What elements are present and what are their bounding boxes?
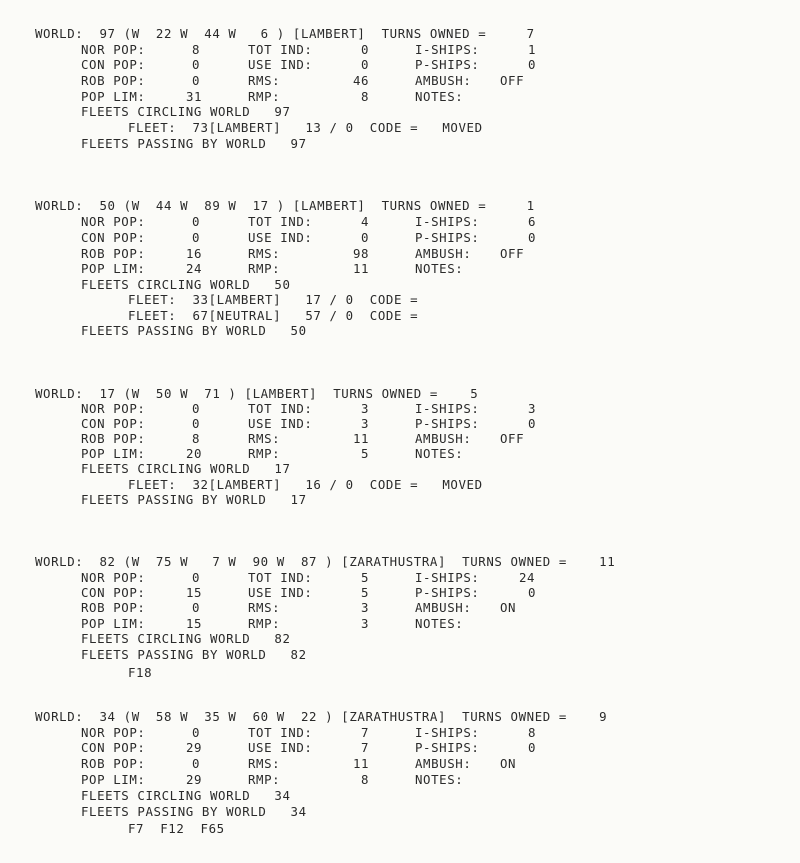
- world-header: WORLD: 97 (W 22 W 44 W 6 ) [LAMBERT] TURNS OWNED = 7: [35, 26, 535, 41]
- fleets-circling-heading: FLEETS CIRCLING WORLD 50: [81, 277, 291, 292]
- fleet-line: FLEET: 33[LAMBERT] 17 / 0 CODE =: [128, 292, 419, 307]
- fleets-circling-heading: FLEETS CIRCLING WORLD 97: [81, 104, 291, 119]
- fleets-passing-heading: FLEETS PASSING BY WORLD 82: [81, 647, 307, 662]
- passing-fleet-list: F18: [128, 665, 153, 680]
- fleets-passing-heading: FLEETS PASSING BY WORLD 34: [81, 804, 307, 819]
- fleets-circling-heading: FLEETS CIRCLING WORLD 17: [81, 461, 291, 476]
- fleets-passing-heading: FLEETS PASSING BY WORLD 17: [81, 492, 307, 507]
- world-header: WORLD: 50 (W 44 W 89 W 17 ) [LAMBERT] TURNS OWNED = 1: [35, 198, 535, 213]
- fleets-circling-heading: FLEETS CIRCLING WORLD 82: [81, 631, 291, 646]
- fleets-passing-heading: FLEETS PASSING BY WORLD 50: [81, 323, 307, 338]
- passing-fleet-list: F7 F12 F65: [128, 821, 225, 836]
- world-header: WORLD: 17 (W 50 W 71 ) [LAMBERT] TURNS OWNED = 5: [35, 386, 479, 401]
- fleets-passing-heading: FLEETS PASSING BY WORLD 97: [81, 136, 307, 151]
- world-header: WORLD: 34 (W 58 W 35 W 60 W 22 ) [ZARATHUSTRA] TURNS OWNED = 9: [35, 709, 608, 724]
- fleets-circling-heading: FLEETS CIRCLING WORLD 34: [81, 788, 291, 803]
- world-header: WORLD: 82 (W 75 W 7 W 90 W 87 ) [ZARATHUSTRA] TURNS OWNED = 11: [35, 554, 616, 569]
- fleet-line: FLEET: 73[LAMBERT] 13 / 0 CODE = MOVED: [128, 120, 483, 135]
- fleet-line: FLEET: 67[NEUTRAL] 57 / 0 CODE =: [128, 308, 419, 323]
- fleet-line: FLEET: 32[LAMBERT] 16 / 0 CODE = MOVED: [128, 477, 483, 492]
